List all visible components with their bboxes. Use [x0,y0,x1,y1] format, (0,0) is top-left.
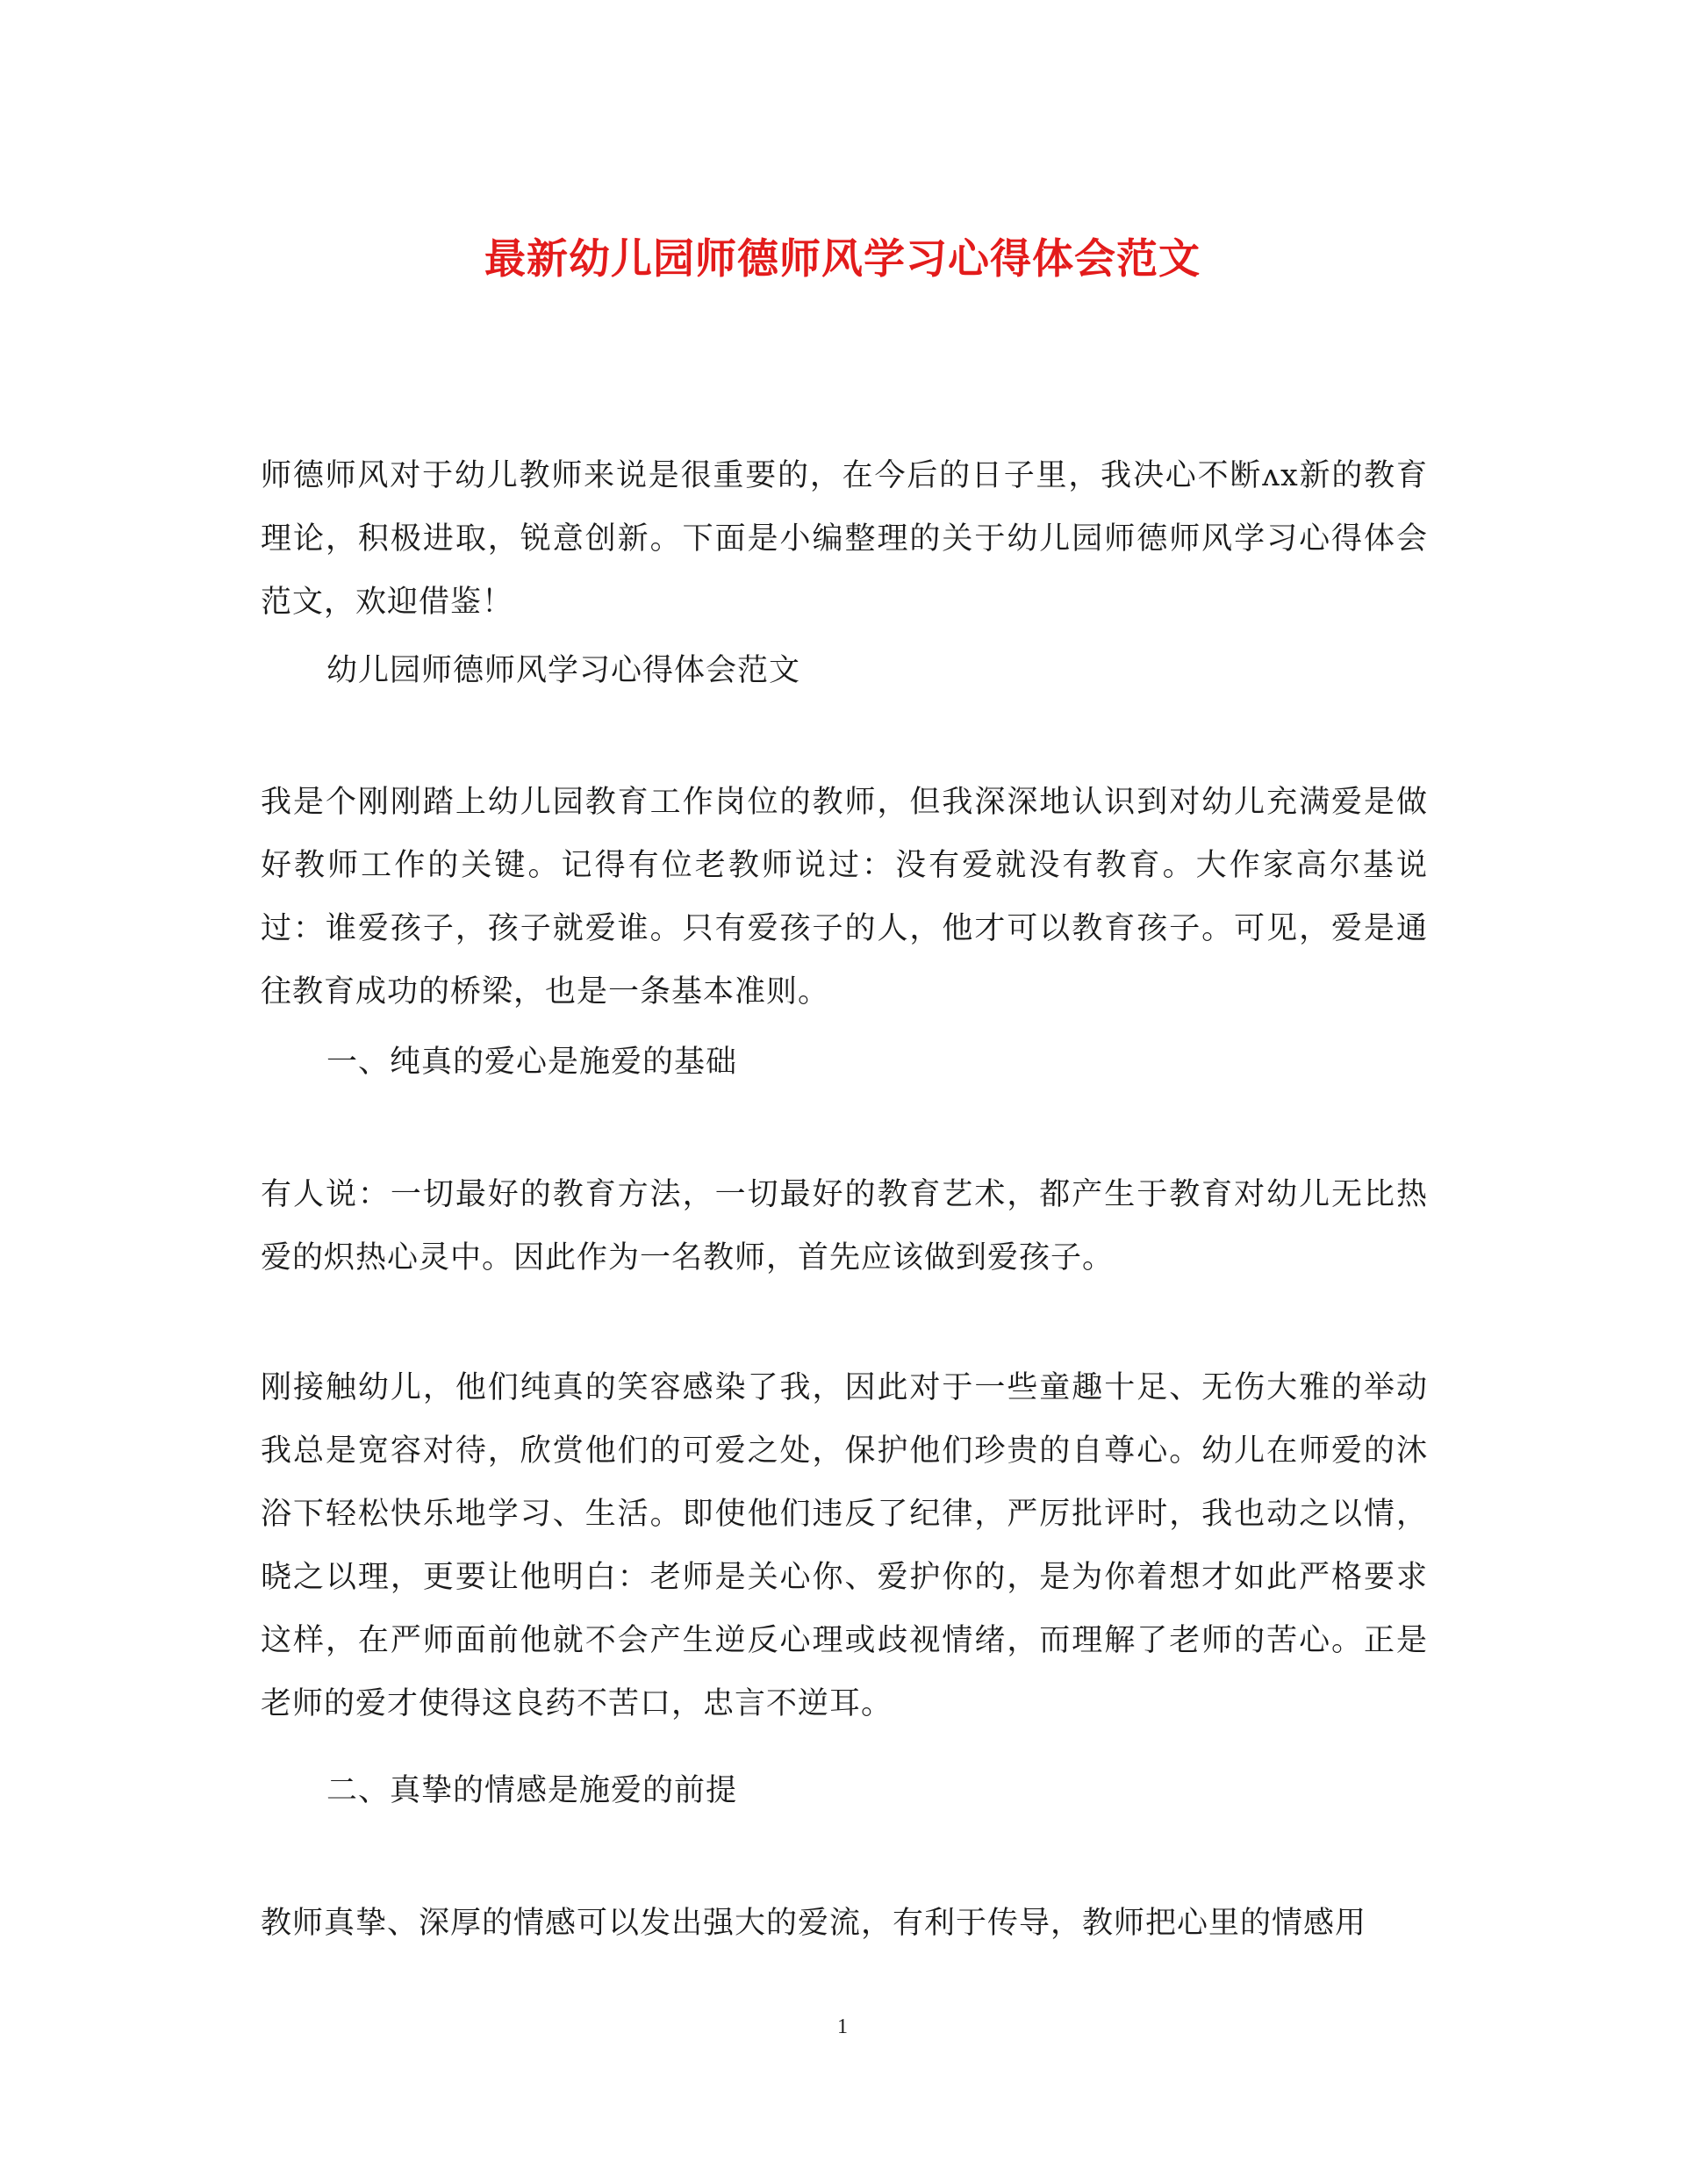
body-paragraph: 教师真挚、深厚的情感可以发出强大的爱流，有利于传导，教师把心里的情感用 [261,1906,1367,1941]
section-heading-main: 幼儿园师德师风学习心得体会范文 [326,653,801,688]
page-number: 1 [837,2015,848,2038]
intro-paragraph: 师德师风对于幼儿教师来说是很重要的，在今后的日子里，我决心不断ʌx新的教育理论，积极进取，锐意创新。下面是小编整理的关于幼儿园师德师风学习心得体会范文，欢迎借鉴！ [261,458,1428,620]
body-paragraph: 有人说：一切最好的教育方法，一切最好的教育艺术，都产生于教育对幼儿无比热爱的炽热心灵中。因此作为一名教师，首先应该做到爱孩子。 [261,1177,1428,1275]
section-heading-one: 一、纯真的爱心是施爱的基础 [326,1045,738,1080]
section-heading-two: 二、真挚的情感是施爱的前提 [326,1773,738,1808]
body-paragraph: 我是个刚刚踏上幼儿园教育工作岗位的教师，但我深深地认识到对幼儿充满爱是做好教师工作的关键。记得有位老教师说过：没有爱就没有教育。大作家高尔基说过：谁爱孩子，孩子就爱谁。只有爱孩子的人，他才可以教育孩子。可见，爱是通往教育成功的桥梁，也是一条基本准则。 [261,785,1428,1009]
document-title: 最新幼儿园师德师风学习心得体会范文 [484,235,1201,284]
body-paragraph: 刚接触幼儿，他们纯真的笑容感染了我，因此对于一些童趣十足、无伤大雅的举动我总是宽容对待，欣赏他们的可爱之处，保护他们珍贵的自尊心。幼儿在师爱的沐浴下轻松快乐地学习、生活。即使他们违反了纪律，严厉批评时，我也动之以情，晓之以理，更要让他明白：老师是关心你、爱护你的，是为你着想才如此严格要求这样，在严师面前他就不会产生逆反心理或歧视情绪，而理解了老师的苦心。正是老师的爱才使得这良药不苦口，忠言不逆耳。 [261,1370,1428,1721]
